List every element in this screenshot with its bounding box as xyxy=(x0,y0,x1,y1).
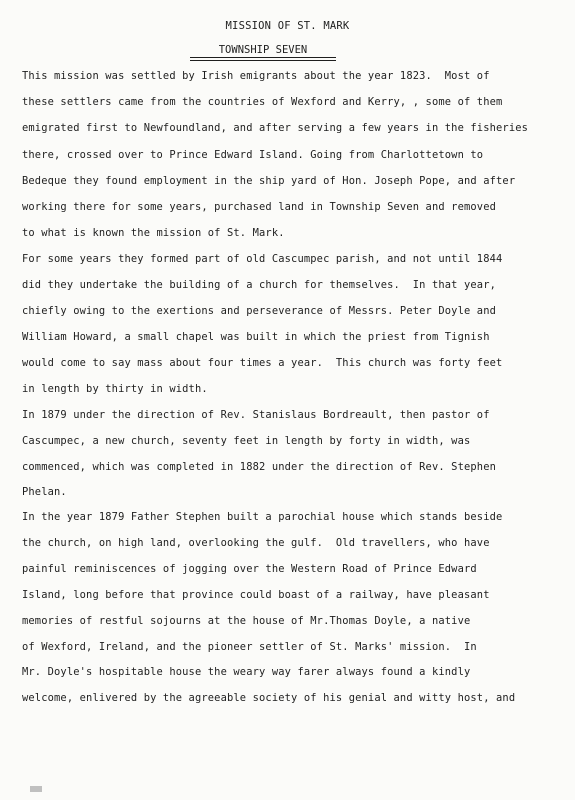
body-line: to what is known the mission of St. Mark. xyxy=(22,227,285,239)
subtitle-underline xyxy=(190,60,336,61)
body-line: In the year 1879 Father Stephen built a parochial house which stands beside xyxy=(22,511,503,523)
document-subtitle: TOWNSHIP SEVEN xyxy=(190,43,336,58)
body-line: memories of restful sojourns at the house of Mr.Thomas Doyle, a native xyxy=(22,615,471,627)
body-line: Cascumpec, a new church, seventy feet in length by forty in width, was xyxy=(22,435,471,447)
body-line: painful reminiscences of jogging over the Western Road of Prince Edward xyxy=(22,563,477,575)
body-line: did they undertake the building of a church for themselves. In that year, xyxy=(22,279,497,291)
body-line: commenced, which was completed in 1882 under the direction of Rev. Stephen xyxy=(22,461,497,473)
body-line: would come to say mass about four times a year. This church was forty feet xyxy=(22,357,503,369)
body-line: these settlers came from the countries of Wexford and Kerry, , some of them xyxy=(22,96,503,108)
body-line: the church, on high land, overlooking the gulf. Old travellers, who have xyxy=(22,537,490,549)
body-line: Bedeque they found employment in the ship yard of Hon. Joseph Pope, and after xyxy=(22,175,516,187)
body-line: Island, long before that province could boast of a railway, have pleasant xyxy=(22,589,490,601)
body-line: working there for some years, purchased land in Township Seven and removed xyxy=(22,201,497,213)
scan-artifact xyxy=(30,786,42,792)
body-line: of Wexford, Ireland, and the pioneer settler of St. Marks' mission. In xyxy=(22,641,477,653)
body-line: For some years they formed part of old Cascumpec parish, and not until 1844 xyxy=(22,253,503,265)
body-line: emigrated first to Newfoundland, and after serving a few years in the fisheries xyxy=(22,122,529,134)
body-line: William Howard, a small chapel was built in which the priest from Tignish xyxy=(22,331,490,343)
body-line: welcome, enlivered by the agreeable society of his genial and witty host, and xyxy=(22,692,516,704)
document-title: MISSION OF ST. MARK xyxy=(225,20,350,32)
body-line: Phelan. xyxy=(22,486,67,498)
body-line: In 1879 under the direction of Rev. Stanislaus Bordreault, then pastor of xyxy=(22,409,490,421)
body-line: This mission was settled by Irish emigrants about the year 1823. Most of xyxy=(22,70,490,82)
body-line: Mr. Doyle's hospitable house the weary way farer always found a kindly xyxy=(22,666,471,678)
body-line: there, crossed over to Prince Edward Island. Going from Charlottetown to xyxy=(22,149,484,161)
body-line: chiefly owing to the exertions and perseverance of Messrs. Peter Doyle and xyxy=(22,305,497,317)
body-line: in length by thirty in width. xyxy=(22,383,208,395)
